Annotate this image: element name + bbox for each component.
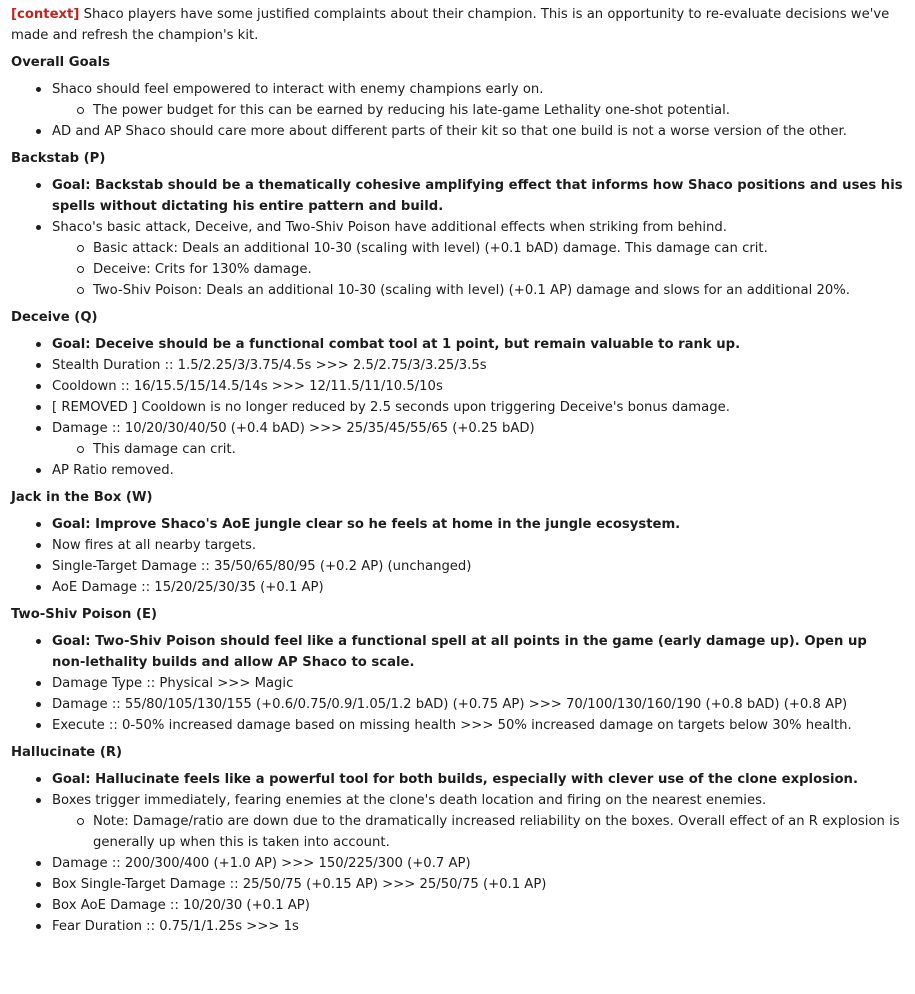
list-item: [11, 874, 903, 895]
list-item: [11, 376, 903, 397]
section-overall-goals: [11, 52, 903, 142]
item-text: Now fires at all nearby targets.: [52, 538, 257, 553]
item-text: AoE Damage :: 15/20/25/30/35 (+0.1 AP): [52, 580, 324, 595]
list-item: [11, 895, 903, 916]
goal-text: Goal: Two-Shiv Poison should feel like a functional spell at all points in the game (early damage up). Open up non-lethality builds and allow AP Shaco to scale.: [52, 634, 867, 670]
bullet-list: [11, 631, 903, 736]
goal-text: Goal: Deceive should be a functional combat tool at 1 point, but remain valuable to rank up.: [52, 337, 741, 352]
sub-list: [11, 100, 903, 121]
goal-bullet: [11, 175, 903, 217]
goal-bullet: [11, 631, 903, 673]
list-item: [11, 916, 903, 937]
list-item: [11, 715, 903, 736]
item-text: Single-Target Damage :: 35/50/65/80/95 (+0.2 AP) (unchanged): [52, 559, 472, 574]
item-text: Damage :: 55/80/105/130/155 (+0.6/0.75/0.9/1.05/1.2 bAD) (+0.75 AP) >>> 70/100/130/160/190 (+0.8 bAD) (+0.8 AP): [52, 697, 848, 712]
bullet-list: [11, 769, 903, 937]
sub-list-wrapper: [11, 811, 903, 853]
item-text: Fear Duration :: 0.75/1/1.25s >>> 1s: [52, 919, 299, 934]
list-item: [11, 694, 903, 715]
item-text: AP Ratio removed.: [52, 463, 174, 478]
goal-bullet: [11, 334, 903, 355]
bullet-list: [11, 79, 903, 142]
list-item: [11, 535, 903, 556]
item-text: Damage Type :: Physical >>> Magic: [52, 676, 294, 691]
intro-paragraph: [11, 4, 903, 46]
sub-list-item: Note: Damage/ratio are down due to the dramatically increased reliability on the boxes. Overall effect of an R explosion is generally up when this is taken into account.: [11, 811, 903, 853]
section-heading: Deceive (Q): [11, 310, 98, 325]
list-item: [11, 853, 903, 874]
list-item: [11, 121, 903, 142]
item-text: Execute :: 0-50% increased damage based on missing health >>> 50% increased damage on targets below 30% health.: [52, 718, 852, 733]
item-text: Damage :: 10/20/30/40/50 (+0.4 bAD) >>> 25/35/45/55/65 (+0.25 bAD): [52, 421, 535, 436]
list-item: [11, 460, 903, 481]
item-text: Shaco should feel empowered to interact with enemy champions early on.: [52, 82, 544, 97]
bullet-list: [11, 514, 903, 598]
section-deceive-q: [11, 307, 903, 481]
sub-list: [11, 439, 903, 460]
item-text: Boxes trigger immediately, fearing enemies at the clone's death location and firing on the nearest enemies.: [52, 793, 767, 808]
item-text: Stealth Duration :: 1.5/2.25/3/3.75/4.5s >>> 2.5/2.75/3/3.25/3.5s: [52, 358, 487, 373]
sections-container: [11, 52, 903, 937]
section-heading: Jack in the Box (W): [11, 490, 153, 505]
sub-list-item: This damage can crit.: [11, 439, 903, 460]
item-text: Cooldown :: 16/15.5/15/14.5/14s >>> 12/11.5/11/10.5/10s: [52, 379, 443, 394]
list-item: [11, 79, 903, 100]
sub-list-wrapper: [11, 238, 903, 301]
list-item: [11, 673, 903, 694]
list-item: [11, 217, 903, 238]
section-heading: Backstab (P): [11, 151, 106, 166]
bullet-list: [11, 334, 903, 481]
sub-list-item: The power budget for this can be earned by reducing his late-game Lethality one-shot potential.: [11, 100, 903, 121]
section-heading: Overall Goals: [11, 55, 110, 70]
list-item: [11, 418, 903, 439]
section-heading: Hallucinate (R): [11, 745, 123, 760]
context-tag: [context]: [11, 7, 80, 22]
section-heading: Two-Shiv Poison (E): [11, 607, 158, 622]
list-item: [11, 577, 903, 598]
section-backstab-p: [11, 148, 903, 301]
sub-list-wrapper: [11, 439, 903, 460]
bullet-list: [11, 175, 903, 301]
goal-bullet: [11, 769, 903, 790]
sub-list-item: Two-Shiv Poison: Deals an additional 10-30 (scaling with level) (+0.1 AP) damage and slows for an additional 20%.: [11, 280, 903, 301]
sub-list-wrapper: [11, 100, 903, 121]
list-item: [11, 556, 903, 577]
sub-list: [11, 811, 903, 853]
item-text: Box AoE Damage :: 10/20/30 (+0.1 AP): [52, 898, 310, 913]
item-text: AD and AP Shaco should care more about different parts of their kit so that one build is not a worse version of the other.: [52, 124, 847, 139]
section-two-shiv-poison-e: [11, 604, 903, 736]
goal-bullet: [11, 514, 903, 535]
goal-text: Goal: Backstab should be a thematically cohesive amplifying effect that informs how Shaco positions and uses his spells without dictating his entire pattern and build.: [52, 178, 903, 214]
sub-list-item: Basic attack: Deals an additional 10-30 (scaling with level) (+0.1 bAD) damage. This damage can crit.: [11, 238, 903, 259]
item-text: Shaco's basic attack, Deceive, and Two-Shiv Poison have additional effects when striking from behind.: [52, 220, 727, 235]
list-item: [11, 355, 903, 376]
item-text: Damage :: 200/300/400 (+1.0 AP) >>> 150/225/300 (+0.7 AP): [52, 856, 471, 871]
list-item: [11, 397, 903, 418]
goal-text: Goal: Hallucinate feels like a powerful tool for both builds, especially with clever use of the clone explosion.: [52, 772, 858, 787]
item-text: [ REMOVED ] Cooldown is no longer reduced by 2.5 seconds upon triggering Deceive's bonus damage.: [52, 400, 730, 415]
goal-text: Goal: Improve Shaco's AoE jungle clear so he feels at home in the jungle ecosystem.: [52, 517, 681, 532]
sub-list: [11, 238, 903, 301]
section-jack-in-the-box-w: [11, 487, 903, 598]
sub-list-item: Deceive: Crits for 130% damage.: [11, 259, 903, 280]
list-item: [11, 790, 903, 811]
item-text: Box Single-Target Damage :: 25/50/75 (+0.15 AP) >>> 25/50/75 (+0.1 AP): [52, 877, 547, 892]
intro-text: Shaco players have some justified complaints about their champion. This is an opportunity to re-evaluate decisions we've made and refresh the champion's kit.: [11, 7, 890, 43]
section-hallucinate-r: [11, 742, 903, 937]
